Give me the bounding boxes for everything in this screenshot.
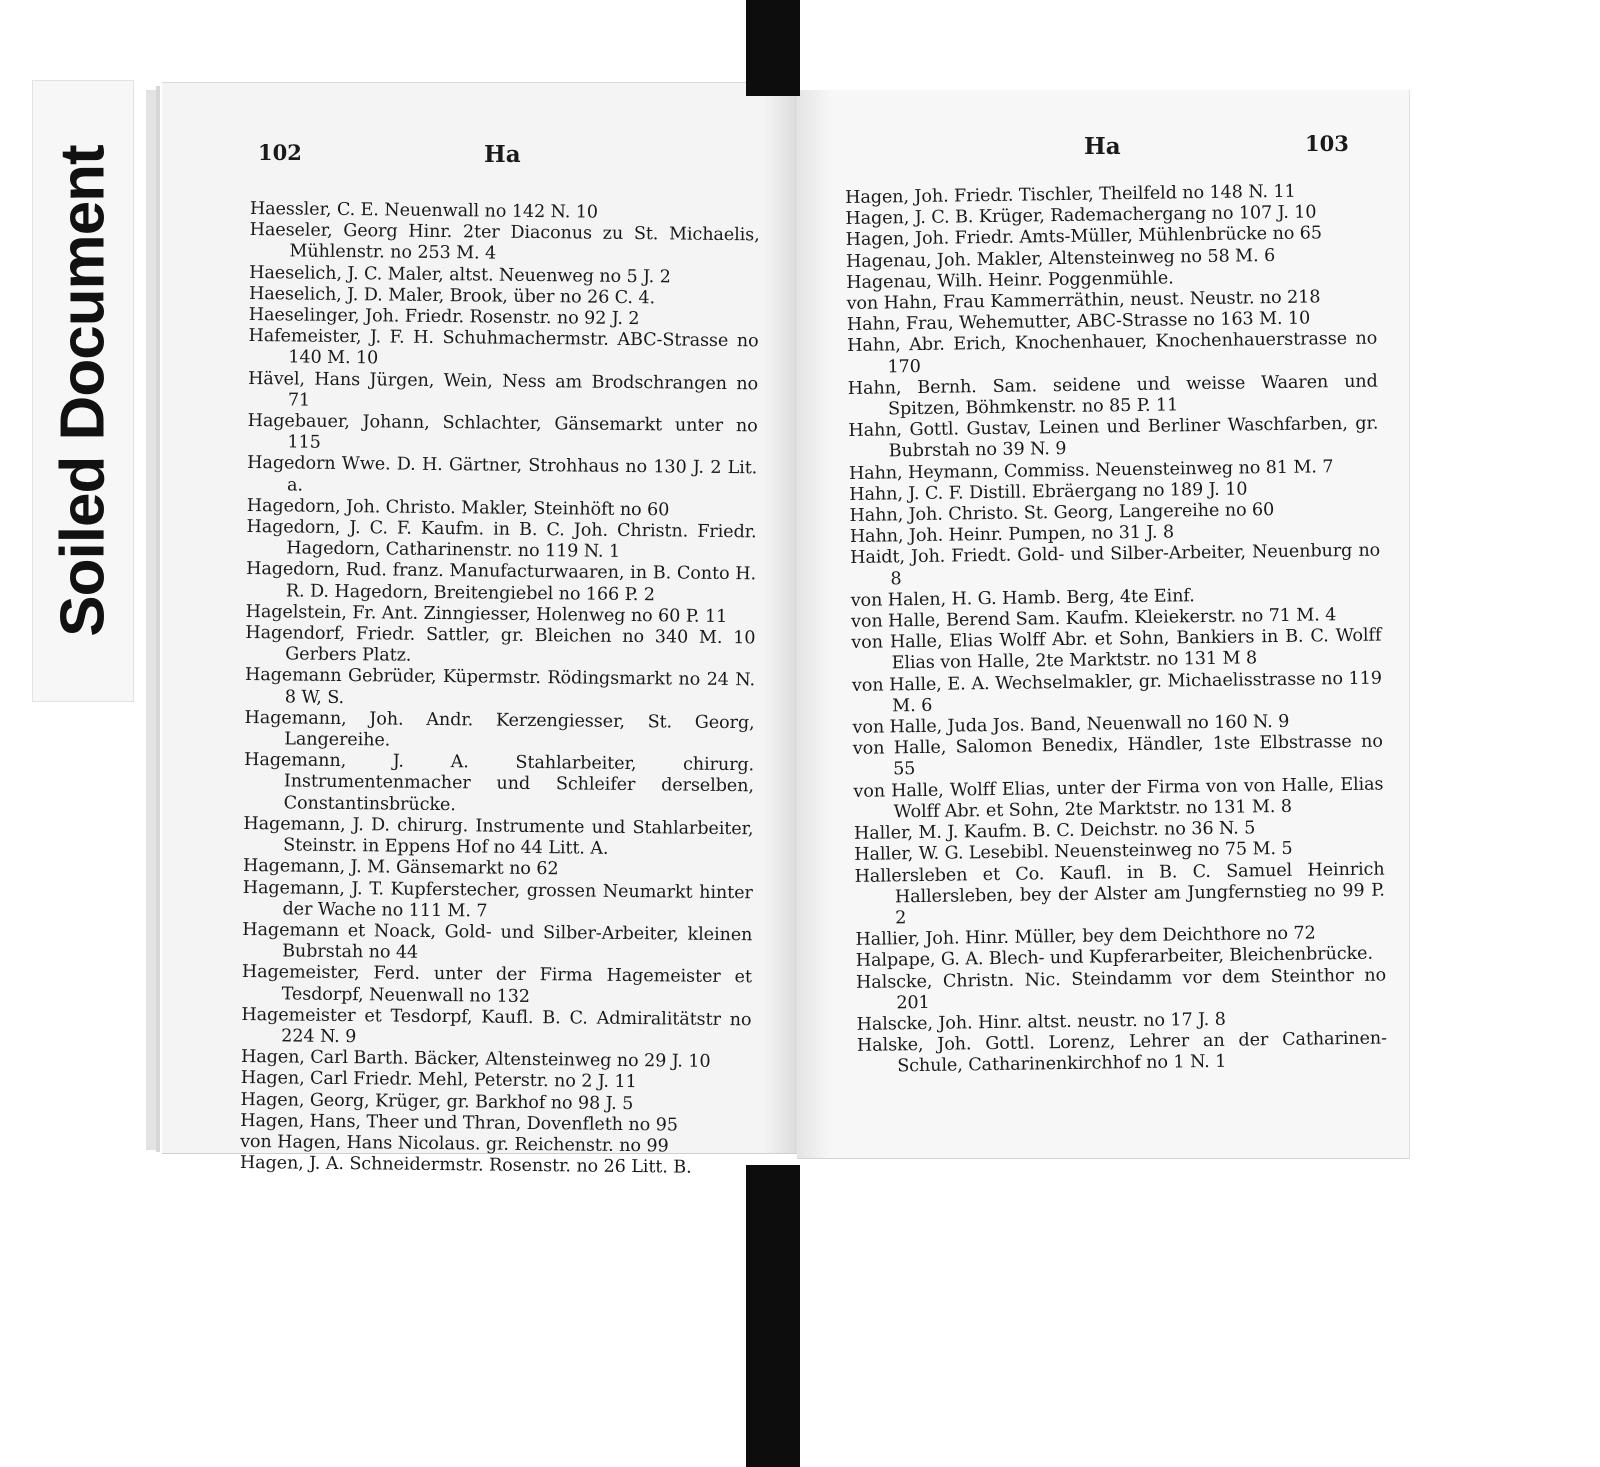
directory-entry: Hagemann Gebrüder, Küpermstr. Rödingsmarkt no 24 N. 8 W, S. [244,665,756,708]
directory-entry: Hagen, J. A. Schneidermstr. Rosenstr. no 26 Litt. B. [239,1153,692,1178]
running-header: Ha [484,141,521,168]
directory-entry: Hallier, Joh. Hinr. Müller, bey dem Deichthore no 72 [855,923,1316,951]
directory-entry: Hafemeister, J. F. H. Schuhmachermstr. ABC-Strasse no 140 M. 10 [248,326,759,369]
directory-entry: von Halle, Wolff Elias, unter der Firma von von Halle, Elias Wolff Abr. et Sohn, 2te Marktstr. no 131 M. 8 [853,774,1384,823]
left-page [162,82,797,1178]
directory-entry: Halscke, Christn. Nic. Steindamm vor dem Steinthor no 201 [855,965,1387,1014]
book-page-edges [156,86,160,1152]
gutter-shadow [763,83,797,1153]
directory-entry: Hahn, Heymann, Commiss. Neuensteinweg no 81 M. 7 [848,456,1334,484]
directory-entry: Hahn, Abr. Erich, Knochenhauer, Knochenhauerstrasse no 170 [847,329,1378,378]
directory-entry: Hagedorn Wwe. D. H. Gärtner, Strohhaus no 130 J. 2 Lit. a. [247,453,758,496]
directory-entry: Haeselinger, Joh. Friedr. Rosenstr. no 92 J. 2 [248,305,640,330]
directory-entry: Hagebauer, Johann, Schlachter, Gänsemarkt unter no 115 [247,411,758,453]
directory-entries [240,199,760,1180]
directory-entry: Hahn, Gottl. Gustav, Leinen und Berliner Waschfarben, gr. Bubrstah no 39 N. 9 [848,413,1379,462]
directory-entry: Halscke, Joh. Hinr. altst. neustr. no 17 J. 8 [856,1009,1226,1035]
directory-entry: Hagemann, J. T. Kupferstecher, grossen Neumarkt hinter der Wache no 111 M. 7 [242,877,753,922]
page-number: 102 [258,140,302,165]
directory-entry: von Halle, Juda Jos. Band, Neuenwall no 160 N. 9 [852,711,1290,739]
directory-entry: Hagemeister, Ferd. unter der Firma Hagemeister et Tesdorpf, Neuenwall no 132 [241,962,752,1007]
directory-entry: Hagen, Carl Friedr. Mehl, Peterstr. no 2 J. 11 [240,1068,637,1093]
scanner-spine-bar-top [746,0,800,96]
directory-entry: von Hahn, Frau Kammerräthin, neust. Neustr. no 218 [846,287,1321,315]
directory-entry: Hahn, J. C. F. Distill. Ebräergang no 189 J. 10 [849,479,1248,505]
directory-entry: Hagen, J. C. B. Krüger, Rademachergang no 107 J. 10 [845,202,1317,230]
directory-entry: Hagendorf, Friedr. Sattler, gr. Bleichen no 340 M. 10 Gerbers Platz. [245,623,756,666]
directory-entries [845,181,1387,1079]
directory-entry: Hagen, Joh. Friedr. Tischler, Theilfeld no 148 N. 11 [845,181,1296,208]
directory-entry: von Halle, Elias Wolff Abr. et Sohn, Bankiers in B. C. Wolff Elias von Halle, 2te Marktstr. no 131 M 8 [851,625,1382,674]
directory-entry: Hagenau, Wilh. Heinr. Poggenmühle. [846,268,1174,293]
directory-entry: Hagedorn, Joh. Christo. Makler, Steinhöft no 60 [246,495,670,521]
directory-entry: von Halle, Salomon Benedix, Händler, 1ste Elbstrasse no 55 [852,731,1383,780]
directory-entry: Haidt, Joh. Friedt. Gold- und Silber-Arbeiter, Neuenburg no 8 [850,541,1381,590]
directory-entry: Hahn, Joh. Christo. St. Georg, Langereihe no 60 [849,500,1275,527]
gutter-shadow [797,90,831,1158]
directory-entry: Halske, Joh. Gottl. Lorenz, Lehrer an der Catharinen-Schule, Catharinenkirchhof no 1 N. 1 [856,1028,1388,1077]
directory-entry: Hagemann, J. M. Gänsemarkt no 62 [242,856,559,880]
directory-entry: Hagemann, Joh. Andr. Kerzengiesser, St. Georg, Langereihe. [244,707,755,751]
directory-entry: Haeseler, Georg Hinr. 2ter Diaconus zu St. Michaelis, Mühlenstr. no 253 M. 4 [249,220,760,264]
directory-entry: Hagedorn, Rud. franz. Manufacturwaaren, in B. Conto H. R. D. Hagedorn, Breitengiebel no 166 P. 2 [246,559,757,605]
directory-entry: Haller, M. J. Kaufm. B. C. Deichstr. no 36 N. 5 [853,818,1256,845]
directory-entry: Hagemeister et Tesdorpf, Kaufl. B. C. Admiralitätstr no 224 N. 9 [241,1004,752,1048]
directory-entry: Haessler, C. E. Neuenwall no 142 N. 10 [249,199,599,223]
directory-entry: Haeselich, J. C. Maler, altst. Neuenweg no 5 J. 2 [249,262,671,288]
directory-entry: Hagen, Georg, Krüger, gr. Barkhof no 98 J. 5 [240,1089,634,1114]
directory-entry: Hagemann, J. A. Stahlarbeiter, chirurg. Instrumentenmacher und Schleifer derselben, Constantinsbrücke. [244,750,755,815]
directory-entry: Hahn, Joh. Heinr. Pumpen, no 31 J. 8 [849,522,1175,548]
directory-entry: Hagen, Hans, Theer und Thran, Dovenfleth no 95 [240,1110,678,1136]
directory-entry: Hahn, Bernh. Sam. seidene und weisse Waaren und Spitzen, Böhmkenstr. no 85 P. 11 [847,371,1378,420]
directory-entry: Hagemann, J. D. chirurg. Instrumente und Stahlarbeiter, Steinstr. in Eppens Hof no 44 Litt. A. [243,813,754,859]
directory-entry: Haeselich, J. D. Maler, Brook, über no 26 C. 4. [248,283,656,309]
directory-entry: von Halle, Berend Sam. Kaufm. Kleiekerstr. no 71 M. 4 [850,605,1337,633]
scanner-spine-bar-bottom [746,1165,800,1467]
soiled-document-stamp [32,80,134,702]
directory-entry: von Halen, H. G. Hamb. Berg, 4te Einf. [850,586,1195,611]
directory-entry: Hagen, Carl Barth. Bäcker, Altensteinweg no 29 J. 10 [240,1047,711,1072]
directory-entry: Hahn, Frau, Wehemutter, ABC-Strasse no 163 M. 10 [846,308,1311,336]
directory-entry: Hagen, Joh. Friedr. Amts-Müller, Mühlenbrücke no 65 [845,223,1323,251]
directory-entry: Haller, W. G. Lesebibl. Neuensteinweg no 75 M. 5 [854,839,1293,866]
directory-entry: Hallersleben et Co. Kaufl. in B. C. Samuel Heinrich Hallersleben, bey der Alster am Jungfernstieg no 99 P. 2 [854,859,1385,929]
directory-entry: Hagenau, Joh. Makler, Altensteinweg no 58 M. 6 [845,245,1276,272]
right-page [797,90,1410,1159]
directory-entry: von Halle, E. A. Wechselmakler, gr. Michaelisstrasse no 119 M. 6 [851,668,1383,717]
stamp-label: Soiled Document [48,145,118,637]
running-header: Ha [1084,133,1121,160]
directory-entry: von Hagen, Hans Nicolaus. gr. Reichenstr. no 99 [240,1131,669,1157]
directory-entry: Halpape, G. A. Blech- und Kupferarbeiter, Bleichenbrücke. [855,944,1374,972]
page-number: 103 [1305,131,1349,156]
directory-entry: Hagemann et Noack, Gold- und Silber-Arbeiter, kleinen Bubrstah no 44 [242,919,753,963]
directory-entry: Hagedorn, J. C. F. Kaufm. in B. C. Joh. Christn. Friedr. Hagedorn, Catharinenstr. no 119 N. 1 [246,517,757,563]
directory-entry: Hävel, Hans Jürgen, Wein, Ness am Brodschrangen no 71 [248,368,759,411]
directory-entry: Hagelstein, Fr. Ant. Zinngiesser, Holenweg no 60 P. 11 [245,601,728,627]
